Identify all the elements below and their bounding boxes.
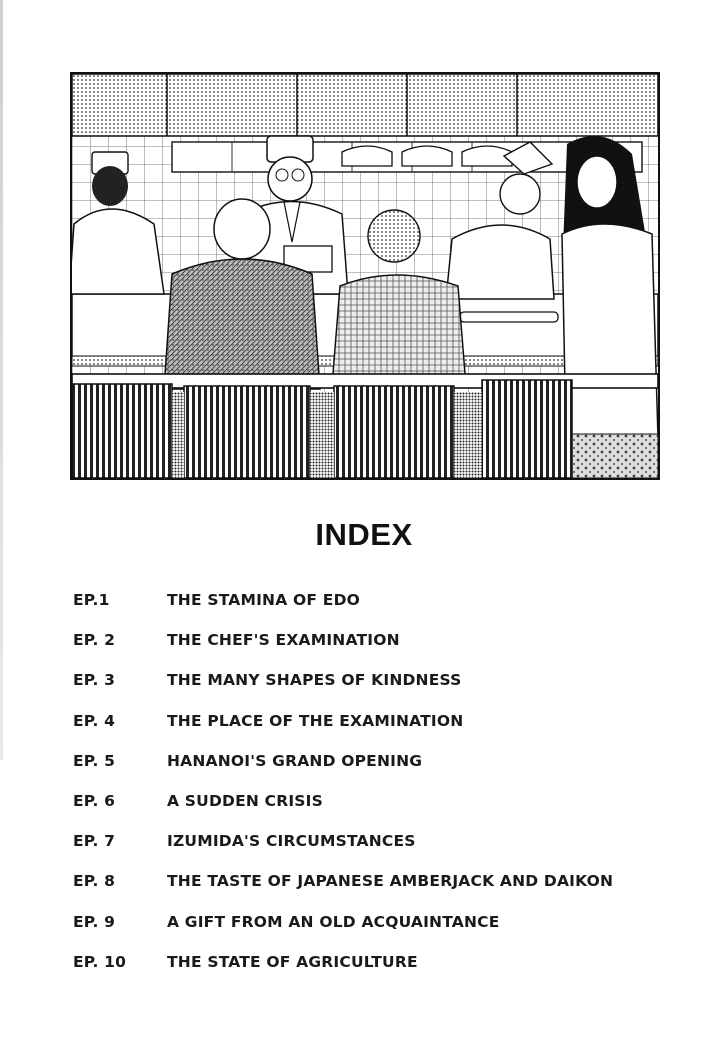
episode-title: A SUDDEN CRISIS xyxy=(167,792,324,811)
toc-entry xyxy=(73,821,713,861)
episode-title: THE STATE OF AGRICULTURE xyxy=(167,952,418,971)
episode-number: EP. 6 xyxy=(73,792,116,811)
episode-title: THE TASTE OF JAPANESE AMBERJACK AND DAIKON xyxy=(167,872,614,891)
toc-entry xyxy=(73,942,713,982)
episode-number: EP. 7 xyxy=(73,832,116,851)
episode-number: EP. 9 xyxy=(73,912,116,931)
index-title: INDEX xyxy=(315,517,413,552)
episode-number: EP. 2 xyxy=(73,631,116,650)
episode-number: EP. 10 xyxy=(73,952,127,971)
episode-number: EP. 5 xyxy=(73,751,116,770)
episode-title: IZUMIDA'S CIRCUMSTANCES xyxy=(167,832,416,851)
episode-number: EP.1 xyxy=(73,591,110,610)
episode-title: A GIFT FROM AN OLD ACQUAINTANCE xyxy=(167,912,500,931)
episode-number: EP. 3 xyxy=(73,671,116,690)
episode-number: EP. 4 xyxy=(73,711,116,730)
table-of-contents xyxy=(73,580,713,982)
episode-title: HANANOI'S GRAND OPENING xyxy=(167,751,423,770)
toc-entry xyxy=(73,861,713,901)
toc-entry xyxy=(73,902,713,942)
episode-title: THE CHEF'S EXAMINATION xyxy=(167,631,400,650)
episode-title: THE MANY SHAPES OF KINDNESS xyxy=(167,671,462,690)
toc-entry xyxy=(73,701,713,741)
toc-entry xyxy=(73,580,713,620)
toc-entry xyxy=(73,741,713,781)
toc-entry xyxy=(73,620,713,660)
toc-entry xyxy=(73,781,713,821)
sushi-counter-scene-icon xyxy=(72,74,658,478)
manga-illustration xyxy=(70,72,660,480)
episode-title: THE PLACE OF THE EXAMINATION xyxy=(167,711,464,730)
episode-number: EP. 8 xyxy=(73,872,116,891)
toc-entry xyxy=(73,660,713,700)
page-edge-shadow xyxy=(0,0,3,760)
episode-title: THE STAMINA OF EDO xyxy=(167,591,361,610)
